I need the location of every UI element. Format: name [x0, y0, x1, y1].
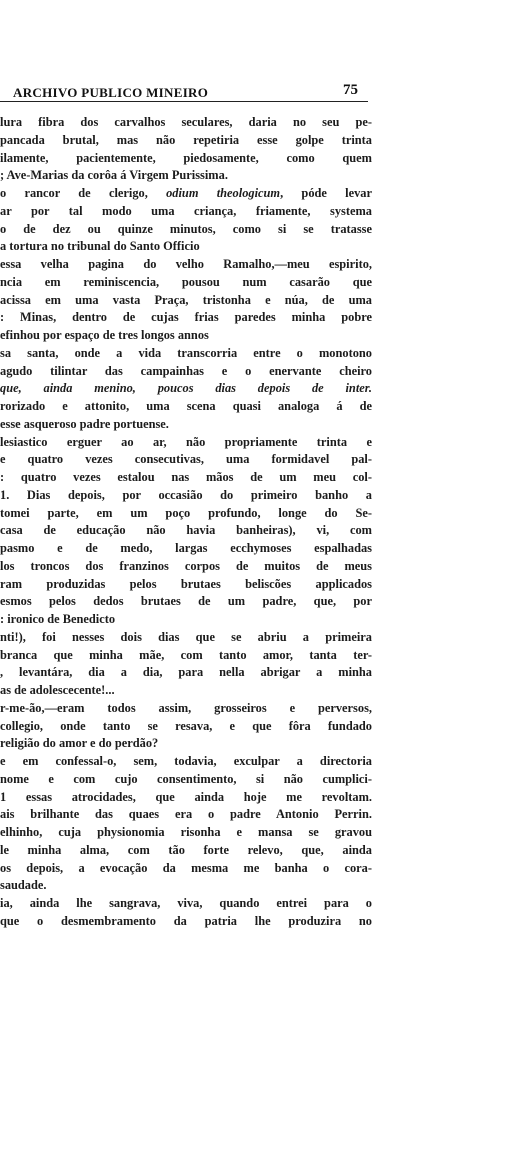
text-line: pancada brutal, mas não repetiria esse golpe trinta — [0, 132, 372, 147]
page-number: 75 — [343, 82, 358, 98]
text-line: e quatro vezes consecutivas, uma formidavel pal- — [0, 452, 372, 467]
text-line: lesiastico erguer ao ar, não propriamente trinta e — [0, 434, 372, 449]
text-line: as de adolescecente!... — [0, 683, 115, 697]
text-line: acissa em uma vasta Praça, tristonha e núa, de uma — [0, 292, 372, 307]
body-text — [0, 114, 372, 931]
text-line: ilamente, pacientemente, piedosamente, como quem — [0, 150, 372, 165]
text-line: saudade. — [0, 878, 47, 893]
text-line: le minha alma, com tão forte relevo, que, ainda — [0, 842, 372, 857]
text-line: que, ainda menino, poucos dias depois de inter. — [0, 381, 372, 396]
text-line: 1. Dias depois, por occasião do primeiro banho a — [0, 487, 372, 502]
text-line: que o desmembramento da patria lhe produzira no — [0, 913, 372, 928]
text-line: ; Ave-Marias da corôa á Virgem Purissima. — [0, 168, 228, 183]
text-line: os depois, a evocação da mesma me banha o cora- — [0, 860, 372, 875]
text-line: o rancor de clerigo, odium theologicum, póde levar — [0, 186, 372, 200]
text-line: , levantára, dia a dia, para nella abrigar a minha — [0, 665, 372, 680]
text-line: sa santa, onde a vida transcorria entre o monotono — [0, 345, 372, 360]
text-line: collegio, onde tanto se resava, e que fôra fundado — [0, 718, 372, 733]
text-line: rorizado e attonito, uma scena quasi analoga á de — [0, 399, 372, 413]
text-line: : quatro vezes estalou nas mãos de um meu col- — [0, 470, 372, 484]
page-header — [0, 82, 372, 102]
text-line: tomei parte, em um poço profundo, longe do Se- — [0, 505, 372, 520]
text-line: 1 essas atrocidades, que ainda hoje me revoltam. — [0, 789, 372, 804]
text-line: agudo tilintar das campainhas e o enervante cheiro — [0, 363, 372, 378]
text-line: casa de educação não havia banheiras), vi, com — [0, 523, 372, 538]
text-line: ar por tal modo uma criança, friamente, systema — [0, 203, 372, 218]
text-line: ncia em reminiscencia, pousou num casarão que — [0, 274, 372, 289]
text-line: a tortura no tribunal do Santo Officio — [0, 239, 200, 254]
text-line: : ironico de Benedicto — [0, 612, 116, 626]
text-line: ram produzidas pelos brutaes beliscões applicados — [0, 576, 372, 591]
text-line: r-me-ão,—eram todos assim, grosseiros e perversos, — [0, 700, 372, 715]
running-head: ARCHIVO PUBLICO MINEIRO — [13, 85, 209, 100]
text-line: o de dez ou quinze minutos, como si se tratasse — [0, 221, 372, 236]
text-line: : Minas, dentro de cujas frias paredes minha pobre — [0, 310, 372, 325]
text-line: los troncos dos franzinos corpos de muitos de meus — [0, 558, 372, 573]
text-line: essa velha pagina do velho Ramalho,—meu espirito, — [0, 257, 372, 271]
text-line: nti!), foi nesses dois dias que se abriu a primeira — [0, 629, 372, 644]
text-line: pasmo e de medo, largas ecchymoses espalhadas — [0, 541, 372, 555]
text-line: elhinho, cuja physionomia risonha e mansa se gravou — [0, 825, 372, 839]
text-line: e em confessal-o, sem, todavia, exculpar a directoria — [0, 754, 372, 768]
text-line: ia, ainda lhe sangrava, viva, quando entrei para o — [0, 896, 372, 910]
text-line: religião do amor e do perdão? — [0, 736, 159, 751]
text-line: esmos pelos dedos brutaes de um padre, que, por — [0, 594, 372, 609]
text-line: efinhou por espaço de tres longos annos — [0, 328, 209, 342]
text-line: nome e com cujo consentimento, si não cumplici- — [0, 771, 372, 786]
text-line: esse asqueroso padre portuense. — [0, 416, 169, 431]
text-line: branca que minha mãe, com tanto amor, tanta ter- — [0, 647, 372, 662]
header-rule — [0, 101, 368, 102]
text-line: lura fibra dos carvalhos seculares, daria no seu pe- — [0, 115, 372, 129]
text-line: ais brilhante das quaes era o padre Antonio Perrin. — [0, 807, 372, 822]
